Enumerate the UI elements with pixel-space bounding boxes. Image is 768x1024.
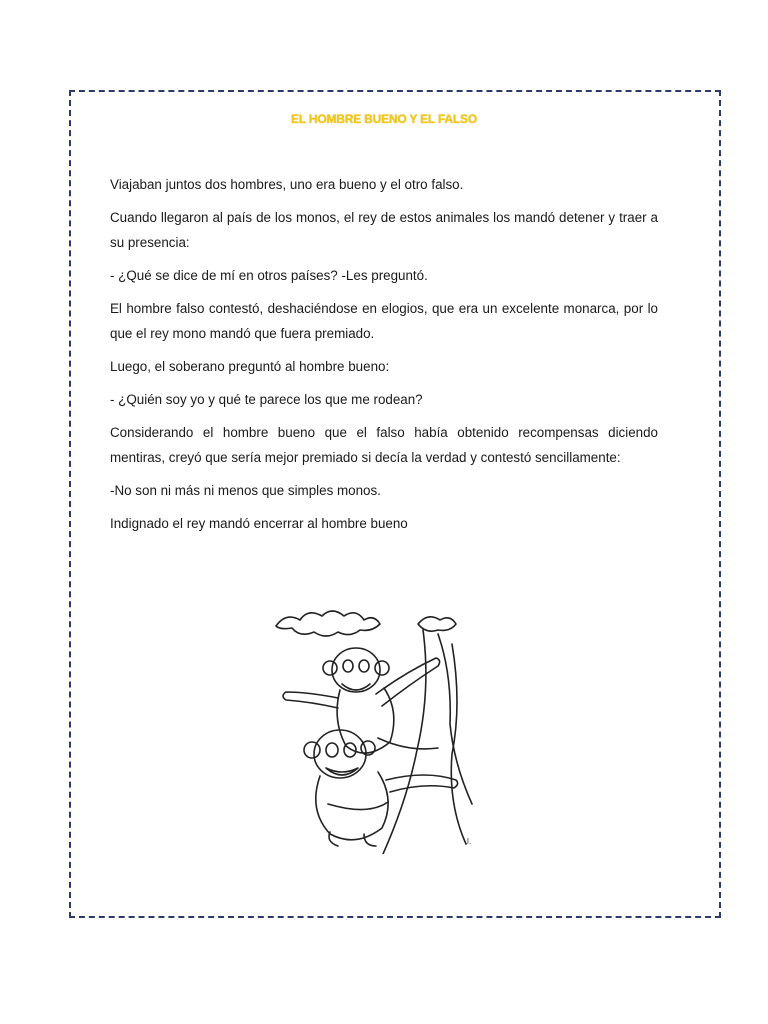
story-title: EL HOMBRE BUENO Y EL FALSO — [291, 112, 477, 126]
top-monkey-head — [332, 648, 380, 692]
paragraph-5: Luego, el soberano preguntó al hombre bueno: — [110, 359, 390, 374]
paragraph-3: - ¿Qué se dice de mí en otros países? -Les preguntó. — [110, 268, 428, 283]
monkeys-illustration — [268, 604, 498, 854]
bottom-monkey-head — [314, 730, 366, 778]
artist-signature: J. — [466, 837, 472, 846]
paragraph-6: - ¿Quién soy yo y qué te parece los que me rodean? — [110, 392, 423, 407]
paragraph-7: Considerando el hombre bueno que el falso había obtenido recompensas diciendo mentiras, creyó que sería mejor premiado si decía la verdad y contestó sencillamente: — [110, 425, 658, 465]
paragraph-4: El hombre falso contestó, deshaciéndose en elogios, que era un excelente monarca, por lo que el rey mono mandó que fuera premiado. — [110, 301, 658, 341]
foliage — [276, 611, 380, 636]
paragraph-1: Viajaban juntos dos hombres, uno era bueno y el otro falso. — [110, 177, 464, 192]
paragraph-9: Indignado el rey mandó encerrar al hombre bueno — [110, 516, 408, 531]
paragraph-8: -No son ni más ni menos que simples monos. — [110, 483, 381, 498]
story-body — [110, 172, 658, 544]
paragraph-2: Cuando llegaron al país de los monos, el rey de estos animales los mandó detener y traer a su presencia: — [110, 210, 658, 250]
